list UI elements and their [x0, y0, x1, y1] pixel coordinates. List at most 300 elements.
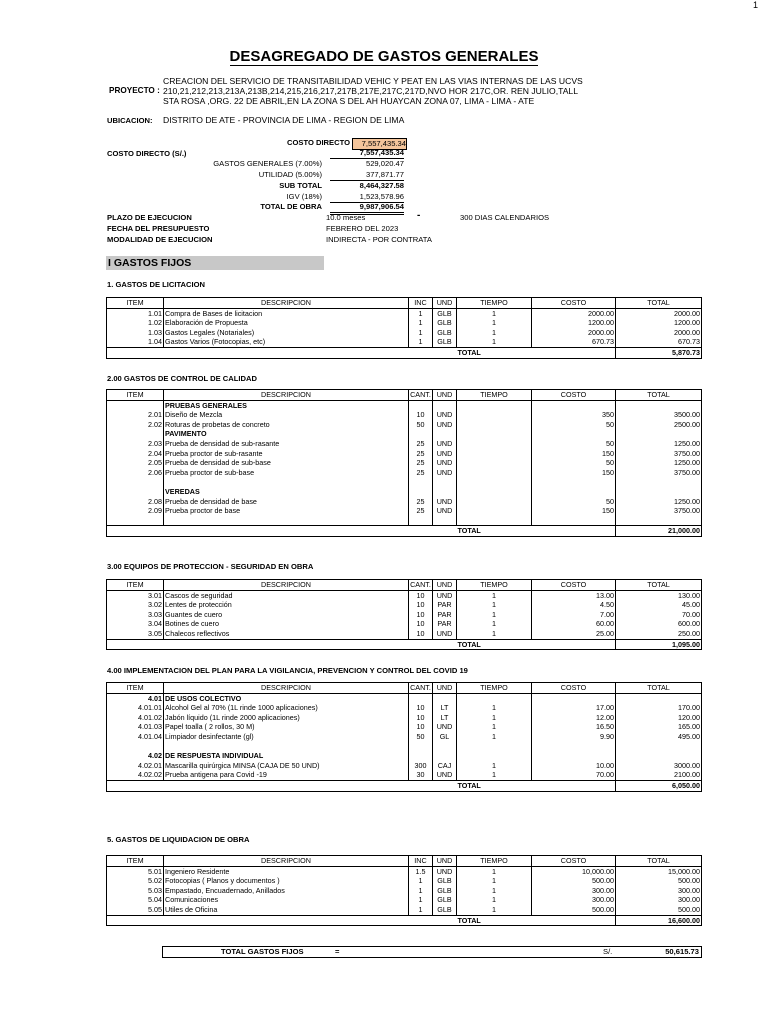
table-cell [457, 693, 532, 703]
table-cell: Diseño de Mezcla [164, 410, 409, 420]
column-header: CANT. [410, 683, 431, 692]
column-header: COSTO [532, 390, 616, 401]
table-row [107, 318, 702, 328]
igv-label: IGV (18%) [286, 192, 322, 201]
table-cell: 3000.00 [616, 761, 702, 771]
gastos-generales-label: GASTOS GENERALES (7.00%) [213, 159, 322, 168]
table-cell: 2000.00 [532, 308, 616, 318]
table-cell: 5.04 [107, 895, 164, 905]
table-cell: Empastado, Encuadernado, Anillados [164, 886, 409, 896]
sec2-total-row [107, 526, 702, 537]
table-row [107, 477, 702, 487]
table-cell: UND [433, 497, 457, 507]
sub-total-label: SUB TOTAL [279, 181, 322, 190]
plazo-value: 10.0 meses [326, 213, 366, 222]
table-cell: 500.00 [532, 905, 616, 915]
table-row [107, 487, 702, 497]
table-cell: LT [433, 703, 457, 713]
table-cell: 10 [409, 619, 433, 629]
table-cell [107, 400, 164, 410]
table-cell: 3.04 [107, 619, 164, 629]
sec3-table [106, 579, 702, 650]
table-cell [616, 693, 702, 703]
column-header: DESCRIPCION [164, 683, 409, 694]
sec5-header-row [107, 856, 702, 867]
table-cell: Guantes de cuero [164, 610, 409, 620]
column-header: INC [409, 298, 433, 309]
table-cell: 25.00 [532, 629, 616, 639]
table-cell: 1 [409, 328, 433, 338]
table-cell: Alcohol Gel al 70% (1L rinde 1000 aplicaciones) [164, 703, 409, 713]
table-cell: 2.08 [107, 497, 164, 507]
table-cell [433, 693, 457, 703]
sec4-table [106, 682, 702, 792]
table-cell [409, 487, 433, 497]
column-header: TIEMPO [457, 390, 532, 401]
column-header: CANT. [410, 580, 431, 589]
table-cell [409, 742, 433, 752]
sec4-header-row [107, 683, 702, 694]
table-cell: Prueba de densidad de sub-base [164, 458, 409, 468]
document-title [0, 48, 768, 65]
table-row [107, 308, 702, 318]
table-cell: 300 [409, 761, 433, 771]
column-header: ITEM [107, 856, 164, 867]
table-cell: 1 [457, 318, 532, 328]
table-cell: 1.04 [107, 337, 164, 347]
table-cell: 2100.00 [616, 770, 702, 780]
table-row [107, 420, 702, 430]
table-cell: 4.01.01 [107, 703, 164, 713]
table-cell: 2000.00 [616, 328, 702, 338]
table-cell [532, 400, 616, 410]
table-cell: VEREDAS [164, 487, 409, 497]
table-cell [107, 487, 164, 497]
table-cell: UND [433, 506, 457, 516]
table-row [107, 751, 702, 761]
table-cell: 25 [409, 439, 433, 449]
column-header: UND [433, 298, 457, 309]
sec4-title: 4.00 IMPLEMENTACION DEL PLAN PARA LA VIGILANCIA, PREVENCION Y CONTROL DEL COVID 19 [107, 666, 468, 675]
table-cell: UND [433, 420, 457, 430]
table-cell: 495.00 [616, 732, 702, 742]
table-cell: UND [433, 468, 457, 478]
table-cell [457, 410, 532, 420]
table-cell [616, 487, 702, 497]
column-header: INC [409, 856, 433, 867]
table-cell: 4.01.04 [107, 732, 164, 742]
table-cell: 12.00 [532, 713, 616, 723]
table-cell: 300.00 [532, 886, 616, 896]
table-cell: 1 [457, 866, 532, 876]
total-gastos-fijos [162, 946, 702, 958]
table-cell: 3.05 [107, 629, 164, 639]
table-cell: CAJ [433, 761, 457, 771]
sec1-total-row [107, 347, 702, 358]
table-cell: 2.03 [107, 439, 164, 449]
table-cell: 1 [457, 713, 532, 723]
total-gastos-fijos-eq: = [335, 947, 340, 956]
table-cell [532, 429, 616, 439]
table-cell [457, 506, 532, 516]
table-cell: 1 [457, 590, 532, 600]
table-cell: 10 [409, 600, 433, 610]
total-obra-value: 9,987,906.54 [330, 202, 404, 215]
table-cell: Papel toalla ( 2 rollos, 30 M) [164, 722, 409, 732]
table-cell [457, 429, 532, 439]
table-row [107, 761, 702, 771]
table-cell: 1200.00 [616, 318, 702, 328]
table-cell: 670.73 [532, 337, 616, 347]
table-cell: 1200.00 [532, 318, 616, 328]
table-row [107, 693, 702, 703]
table-cell [457, 477, 532, 487]
table-cell [532, 693, 616, 703]
table-cell: PAR [433, 610, 457, 620]
table-cell: GLB [433, 318, 457, 328]
table-cell: UND [433, 410, 457, 420]
table-cell [433, 516, 457, 526]
utilidad-value: 377,871.77 [330, 170, 404, 181]
table-cell: 300.00 [616, 886, 702, 896]
table-cell [409, 477, 433, 487]
location-value: DISTRITO DE ATE - PROVINCIA DE LIMA - REGION DE LIMA [163, 115, 405, 125]
table-cell: 50 [409, 732, 433, 742]
table-cell: GL [433, 732, 457, 742]
table-row [107, 732, 702, 742]
sec1-title: 1. GASTOS DE LICITACION [107, 280, 206, 289]
table-cell: 13.00 [532, 590, 616, 600]
column-header: UND [433, 856, 457, 867]
project-line: 210,21,212,213,213A,213B,214,215,216,217,217B,217E,217C,217D,NVO HOR 217C,OR. REN JULIO,TALL [163, 86, 578, 96]
table-row [107, 619, 702, 629]
table-cell: 2000.00 [532, 328, 616, 338]
table-cell: 70.00 [616, 610, 702, 620]
table-cell: UND [433, 866, 457, 876]
section-header-text: I GASTOS FIJOS [108, 257, 192, 269]
table-cell: 350 [532, 410, 616, 420]
table-cell: Gastos Legales (Notariales) [164, 328, 409, 338]
table-cell [409, 400, 433, 410]
total-value: 16,600.00 [616, 915, 702, 926]
table-cell: 10.00 [532, 761, 616, 771]
table-cell: 2.06 [107, 468, 164, 478]
table-row [107, 610, 702, 620]
table-cell: 4.50 [532, 600, 616, 610]
table-cell [616, 400, 702, 410]
sec5-table [106, 855, 702, 926]
column-header: COSTO [532, 683, 616, 694]
table-cell: 1.03 [107, 328, 164, 338]
table-cell [616, 751, 702, 761]
column-header: TOTAL [616, 683, 702, 694]
column-header: COSTO [532, 580, 616, 591]
table-cell: 25 [409, 497, 433, 507]
table-row [107, 449, 702, 459]
table-cell: 50 [532, 420, 616, 430]
table-row [107, 506, 702, 516]
total-obra-label: TOTAL DE OBRA [260, 202, 322, 211]
table-cell [616, 516, 702, 526]
table-cell: 1 [409, 308, 433, 318]
table-cell: GLB [433, 337, 457, 347]
plazo-dash: - [417, 210, 421, 221]
column-header: ITEM [107, 298, 164, 309]
table-cell: 60.00 [532, 619, 616, 629]
table-cell: 17.00 [532, 703, 616, 713]
table-row [107, 590, 702, 600]
column-header: UND [433, 390, 457, 401]
sec3-header-row [107, 580, 702, 591]
table-cell: 45.00 [616, 600, 702, 610]
table-cell: 10 [409, 590, 433, 600]
table-row [107, 328, 702, 338]
table-cell: 1 [457, 895, 532, 905]
table-row [107, 905, 702, 915]
table-cell: GLB [433, 328, 457, 338]
section-header-gastos-fijos [106, 256, 324, 270]
table-cell: 1 [457, 722, 532, 732]
table-cell: 1.02 [107, 318, 164, 328]
table-cell: PAR [433, 600, 457, 610]
table-row [107, 439, 702, 449]
table-cell: 1 [457, 337, 532, 347]
table-cell: 25 [409, 468, 433, 478]
table-row [107, 895, 702, 905]
table-cell: 50 [532, 439, 616, 449]
sec2-title: 2.00 GASTOS DE CONTROL DE CALIDAD [107, 374, 257, 383]
table-cell: 1 [409, 337, 433, 347]
table-row [107, 458, 702, 468]
table-cell: 7.00 [532, 610, 616, 620]
table-cell: DE USOS COLECTIVO [164, 693, 409, 703]
table-cell [164, 516, 409, 526]
table-cell: 1 [409, 886, 433, 896]
table-cell: UND [433, 439, 457, 449]
total-value: 5,870.73 [616, 347, 702, 358]
table-cell [616, 477, 702, 487]
table-cell [433, 429, 457, 439]
table-cell: UND [433, 458, 457, 468]
sec2-table [106, 389, 702, 537]
total-label: TOTAL [457, 780, 532, 791]
table-cell: GLB [433, 308, 457, 318]
table-cell: 3750.00 [616, 468, 702, 478]
sub-total-value: 8,464,327.58 [359, 181, 404, 190]
table-cell [532, 751, 616, 761]
table-cell: 2.09 [107, 506, 164, 516]
table-cell: Comunicaciones [164, 895, 409, 905]
sec1-header-row [107, 298, 702, 309]
modalidad-value: INDIRECTA - POR CONTRATA [326, 235, 432, 244]
sec2-header-row [107, 390, 702, 401]
total-label: TOTAL [457, 915, 532, 926]
total-value: 21,000.00 [616, 526, 702, 537]
table-cell: 25 [409, 506, 433, 516]
sec1-table [106, 297, 702, 359]
table-row [107, 337, 702, 347]
table-cell: GLB [433, 895, 457, 905]
total-value: 6,050.00 [616, 780, 702, 791]
table-cell: Fotocopias ( Planos y documentos ) [164, 876, 409, 886]
table-cell: 5.05 [107, 905, 164, 915]
column-header: ITEM [107, 580, 164, 591]
table-cell: 50 [532, 458, 616, 468]
fecha-label: FECHA DEL PRESUPUESTO [107, 224, 210, 233]
table-cell: 2.04 [107, 449, 164, 459]
table-cell: UND [433, 590, 457, 600]
project-label: PROYECTO : [109, 86, 160, 95]
table-cell: 250.00 [616, 629, 702, 639]
column-header: TOTAL [616, 298, 702, 309]
table-cell: 50 [532, 497, 616, 507]
project-line: STA ROSA ,ORG. 22 DE ABRIL,EN LA ZONA S DEL AH HUAYCAN ZONA 07, LIMA - LIMA - ATE [163, 96, 535, 106]
table-cell [457, 497, 532, 507]
table-cell: 3.03 [107, 610, 164, 620]
table-cell [616, 742, 702, 752]
table-cell [457, 516, 532, 526]
table-cell: 50 [409, 420, 433, 430]
table-cell: 10 [409, 610, 433, 620]
table-cell [457, 400, 532, 410]
table-cell: 10,000.00 [532, 866, 616, 876]
modalidad-label: MODALIDAD DE EJECUCION [107, 235, 213, 244]
column-header: COSTO [532, 856, 616, 867]
table-cell: 1 [409, 895, 433, 905]
project-line: CREACION DEL SERVICIO DE TRANSITABILIDAD VEHIC Y PEAT EN LAS VIAS INTERNAS DE LAS UCVS [163, 76, 583, 86]
table-cell: 10 [409, 703, 433, 713]
table-cell [457, 468, 532, 478]
table-cell [433, 751, 457, 761]
table-cell: DE RESPUESTA INDIVIDUAL [164, 751, 409, 761]
table-cell: Elaboración de Propuesta [164, 318, 409, 328]
table-cell [457, 458, 532, 468]
table-cell: 1 [457, 703, 532, 713]
table-cell: 170.00 [616, 703, 702, 713]
column-header: ITEM [107, 390, 164, 401]
table-cell: 2.01 [107, 410, 164, 420]
table-cell: Prueba antigena para Covid -19 [164, 770, 409, 780]
table-row [107, 722, 702, 732]
table-cell [107, 477, 164, 487]
column-header: TOTAL [616, 390, 702, 401]
table-cell: 1250.00 [616, 458, 702, 468]
table-cell [409, 516, 433, 526]
table-cell [457, 439, 532, 449]
table-cell: 500.00 [532, 876, 616, 886]
table-cell: 165.00 [616, 722, 702, 732]
sec3-title: 3.00 EQUIPOS DE PROTECCION - SEGURIDAD EN OBRA [107, 562, 314, 571]
table-cell: Cascos de seguridad [164, 590, 409, 600]
table-cell: 150 [532, 506, 616, 516]
table-cell: Limpiador desinfectante (gl) [164, 732, 409, 742]
table-cell: Prueba de densidad de sub-rasante [164, 439, 409, 449]
table-cell: Compra de Bases de licitacion [164, 308, 409, 318]
table-cell: Lentes de protección [164, 600, 409, 610]
column-header: TIEMPO [457, 683, 532, 694]
table-cell: 5.01 [107, 866, 164, 876]
table-cell: 25 [409, 449, 433, 459]
table-cell: 600.00 [616, 619, 702, 629]
total-label: TOTAL [457, 526, 532, 537]
column-header: ITEM [107, 683, 164, 694]
table-cell [457, 420, 532, 430]
plazo-dias: 300 DIAS CALENDARIOS [460, 213, 550, 222]
table-cell: 1 [409, 318, 433, 328]
table-cell: 3500.00 [616, 410, 702, 420]
table-cell: 300.00 [532, 895, 616, 905]
table-cell [409, 751, 433, 761]
table-row [107, 866, 702, 876]
table-cell [532, 477, 616, 487]
table-cell: 1.5 [409, 866, 433, 876]
table-cell [532, 742, 616, 752]
costo-directo-soles-label: COSTO DIRECTO (S/.) [107, 149, 187, 158]
table-cell: LT [433, 713, 457, 723]
table-cell [164, 477, 409, 487]
sec5-total-row [107, 915, 702, 926]
table-cell: 150 [532, 449, 616, 459]
table-cell: 1 [409, 905, 433, 915]
table-cell: 1 [457, 732, 532, 742]
table-cell: 2.05 [107, 458, 164, 468]
table-cell: 1 [457, 770, 532, 780]
table-cell: 1 [457, 886, 532, 896]
igv-value: 1,523,578.96 [330, 192, 404, 203]
table-cell: 9.90 [532, 732, 616, 742]
table-cell: Chalecos reflectivos [164, 629, 409, 639]
column-header: TIEMPO [457, 856, 532, 867]
gastos-generales-value: 529,020.47 [365, 159, 404, 168]
table-cell: 300.00 [616, 895, 702, 905]
table-cell [532, 487, 616, 497]
table-row [107, 600, 702, 610]
table-row [107, 468, 702, 478]
table-cell [107, 742, 164, 752]
table-cell: GLB [433, 905, 457, 915]
column-header: DESCRIPCION [164, 856, 409, 867]
table-cell: 25 [409, 458, 433, 468]
table-row [107, 876, 702, 886]
table-cell [107, 429, 164, 439]
table-cell: 10 [409, 410, 433, 420]
table-cell: UND [433, 770, 457, 780]
table-cell: 10 [409, 629, 433, 639]
table-cell: UND [433, 449, 457, 459]
table-cell: 150 [532, 468, 616, 478]
table-cell: Mascarilla quirúrgica MINSA (CAJA DE 50 UND) [164, 761, 409, 771]
table-cell [616, 429, 702, 439]
table-cell [457, 449, 532, 459]
table-cell: 1.01 [107, 308, 164, 318]
table-cell: UND [433, 629, 457, 639]
table-cell [433, 487, 457, 497]
column-header: UND [433, 683, 457, 694]
table-cell: 670.73 [616, 337, 702, 347]
table-cell: 1 [457, 610, 532, 620]
table-cell [433, 742, 457, 752]
project-description [163, 76, 623, 106]
table-cell: 16.50 [532, 722, 616, 732]
table-cell [409, 693, 433, 703]
table-cell [433, 477, 457, 487]
table-cell: 1 [457, 629, 532, 639]
table-cell: 2000.00 [616, 308, 702, 318]
costo-directo-soles-value: 7,557,435.34 [330, 148, 404, 159]
table-cell: Utiles de Oficina [164, 905, 409, 915]
table-cell: PAR [433, 619, 457, 629]
table-cell: Roturas de probetas de concreto [164, 420, 409, 430]
